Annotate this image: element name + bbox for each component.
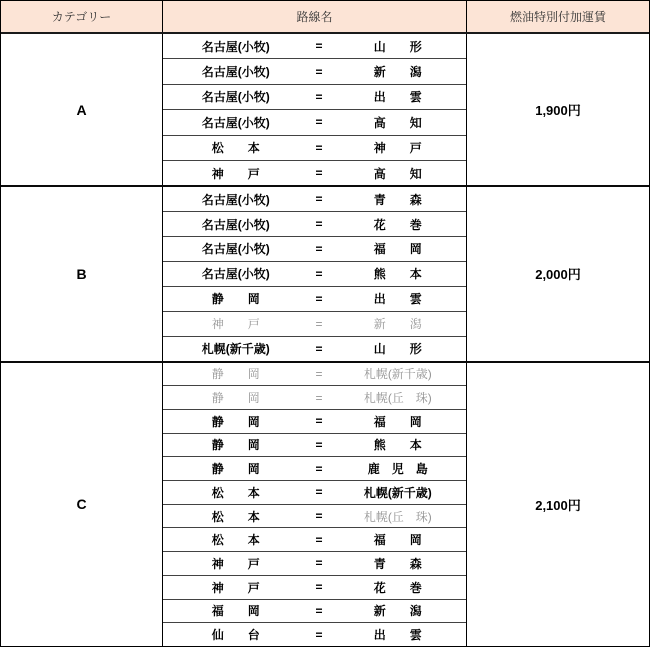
surcharge-cell: 2,100円 — [535, 497, 581, 513]
route-row — [163, 386, 466, 410]
route-row — [163, 136, 466, 161]
surcharge-cell: 2,000円 — [535, 267, 581, 283]
route-to: 花 巻 — [373, 217, 422, 232]
route-to: 新 潟 — [373, 317, 422, 332]
route-grid — [163, 363, 467, 646]
route-row — [163, 623, 466, 646]
route-from: 名古屋(小牧) — [201, 65, 270, 80]
route-from: 松 本 — [211, 509, 260, 524]
route-from: 神 戸 — [211, 166, 260, 181]
route-equals-sign: = — [315, 461, 323, 476]
route-from: 静 岡 — [211, 367, 260, 382]
route-row — [163, 457, 466, 481]
category-cell: B — [1, 187, 163, 360]
route-equals-sign: = — [315, 341, 323, 356]
route-equals-sign: = — [315, 509, 323, 524]
route-equals-sign: = — [315, 485, 323, 500]
surcharge-cell: 1,900円 — [535, 103, 581, 119]
route-equals-sign: = — [315, 437, 323, 452]
route-row — [163, 576, 466, 600]
route-to: 高 知 — [373, 115, 422, 130]
route-to: 神 戸 — [373, 141, 422, 156]
route-row — [163, 187, 466, 212]
route-from: 名古屋(小牧) — [201, 115, 270, 130]
route-to: 山 形 — [373, 342, 422, 357]
table-header-row — [1, 1, 649, 34]
route-equals-sign: = — [315, 192, 323, 207]
route-to: 山 形 — [373, 39, 422, 54]
route-row — [163, 262, 466, 287]
route-equals-sign: = — [315, 532, 323, 547]
section-category-a — [1, 34, 649, 187]
route-row — [163, 434, 466, 458]
route-equals-sign: = — [315, 89, 323, 104]
route-equals-sign: = — [315, 291, 323, 306]
route-row — [163, 34, 466, 59]
route-to: 花 巻 — [373, 580, 422, 595]
route-row — [163, 161, 466, 185]
route-row — [163, 410, 466, 434]
route-from: 名古屋(小牧) — [201, 39, 270, 54]
route-from: 名古屋(小牧) — [201, 267, 270, 282]
route-to: 新 潟 — [373, 604, 422, 619]
header-cell-category: カテゴリー — [1, 1, 163, 32]
route-row — [163, 312, 466, 337]
category-cell: C — [1, 363, 163, 646]
route-to: 青 森 — [373, 192, 422, 207]
route-from: 名古屋(小牧) — [201, 192, 270, 207]
route-equals-sign: = — [315, 39, 323, 54]
route-row — [163, 337, 466, 361]
route-to: 青 森 — [373, 556, 422, 571]
route-equals-sign: = — [315, 115, 323, 130]
route-equals-sign: = — [315, 603, 323, 618]
route-from: 神 戸 — [211, 317, 260, 332]
route-row — [163, 212, 466, 237]
route-equals-sign: = — [315, 316, 323, 331]
route-from: 松 本 — [211, 141, 260, 156]
route-to: 熊 本 — [373, 438, 422, 453]
route-from: 札幌(新千歳) — [201, 342, 270, 357]
table-body — [1, 34, 649, 646]
route-from: 神 戸 — [211, 580, 260, 595]
route-from: 静 岡 — [211, 391, 260, 406]
route-equals-sign: = — [315, 366, 323, 381]
route-row — [163, 59, 466, 84]
route-from: 松 本 — [211, 485, 260, 500]
route-to: 福 岡 — [373, 242, 422, 257]
route-equals-sign: = — [315, 241, 323, 256]
category-cell: A — [1, 34, 163, 185]
route-row — [163, 528, 466, 552]
route-to: 出 雲 — [373, 292, 422, 307]
route-to: 熊 本 — [373, 267, 422, 282]
route-row — [163, 110, 466, 135]
route-equals-sign: = — [315, 556, 323, 571]
route-equals-sign: = — [315, 390, 323, 405]
route-to: 鹿 児 島 — [367, 462, 428, 477]
route-from: 静 岡 — [211, 438, 260, 453]
route-to: 福 岡 — [373, 414, 422, 429]
route-to: 札幌(丘 珠) — [363, 509, 432, 524]
route-from: 名古屋(小牧) — [201, 242, 270, 257]
route-from: 名古屋(小牧) — [201, 90, 270, 105]
route-equals-sign: = — [315, 414, 323, 429]
route-from: 静 岡 — [211, 414, 260, 429]
route-row — [163, 481, 466, 505]
route-equals-sign: = — [315, 266, 323, 281]
route-equals-sign: = — [315, 627, 323, 642]
section-category-b — [1, 187, 649, 362]
route-equals-sign: = — [315, 580, 323, 595]
route-equals-sign: = — [315, 64, 323, 79]
route-to: 高 知 — [373, 166, 422, 181]
route-from: 名古屋(小牧) — [201, 217, 270, 232]
route-from: 神 戸 — [211, 556, 260, 571]
route-row — [163, 505, 466, 529]
route-row — [163, 552, 466, 576]
route-equals-sign: = — [315, 166, 323, 181]
route-from: 静 岡 — [211, 292, 260, 307]
route-from: 福 岡 — [211, 604, 260, 619]
route-to: 出 雲 — [373, 628, 422, 643]
header-cell-route: 路線名 — [163, 1, 467, 32]
route-from: 松 本 — [211, 533, 260, 548]
route-to: 出 雲 — [373, 90, 422, 105]
route-grid — [163, 187, 467, 360]
route-to: 新 潟 — [373, 65, 422, 80]
route-to: 福 岡 — [373, 533, 422, 548]
route-grid — [163, 34, 467, 185]
route-equals-sign: = — [315, 140, 323, 155]
route-row — [163, 600, 466, 624]
route-row — [163, 85, 466, 110]
header-cell-surcharge: 燃油特別付加運賃 — [509, 10, 606, 24]
route-to: 札幌(丘 珠) — [363, 391, 432, 406]
route-to: 札幌(新千歳) — [363, 485, 432, 500]
route-to: 札幌(新千歳) — [363, 367, 432, 382]
route-row — [163, 237, 466, 262]
route-equals-sign: = — [315, 217, 323, 232]
route-from: 仙 台 — [211, 628, 260, 643]
section-category-c — [1, 363, 649, 646]
route-row — [163, 363, 466, 387]
route-from: 静 岡 — [211, 462, 260, 477]
route-row — [163, 287, 466, 312]
